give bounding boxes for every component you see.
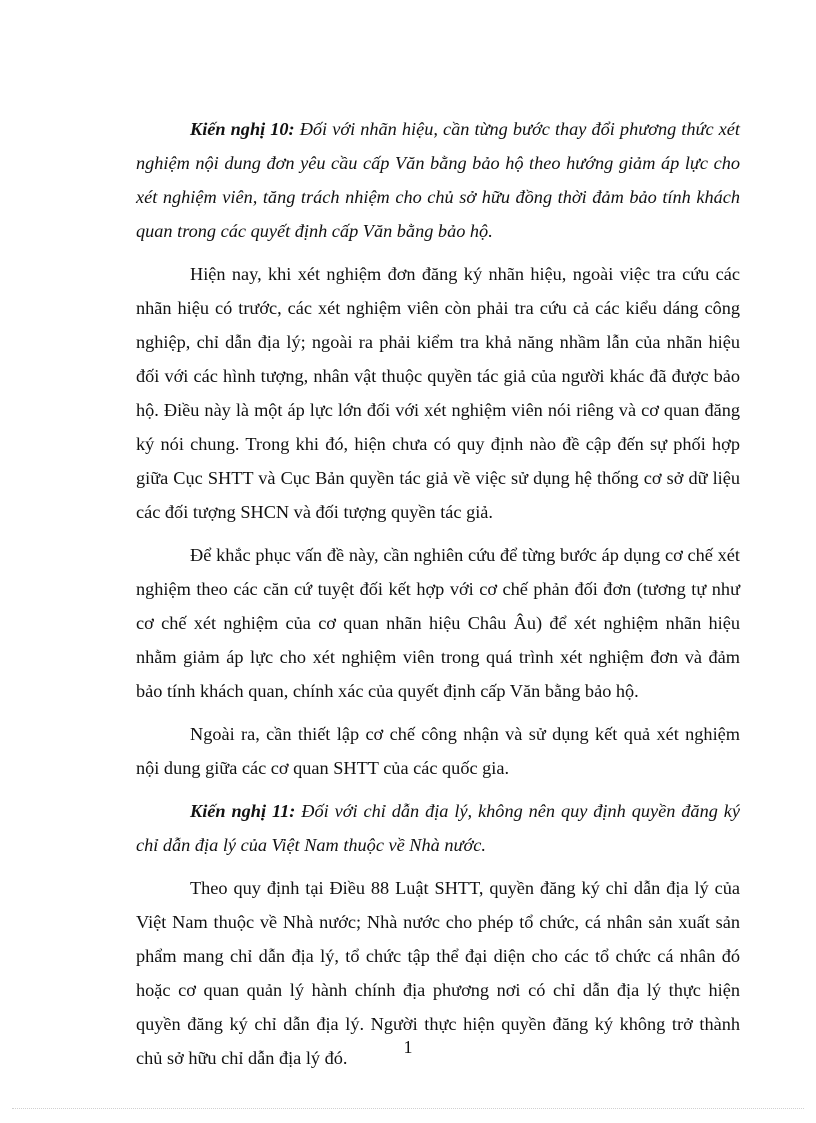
page-bottom-divider (12, 1108, 804, 1109)
page-number: 1 (403, 1037, 413, 1057)
recommendation-11-text: Đối với chỉ dẫn địa lý, không nên quy định quyền đăng ký chỉ dẫn địa lý của Việt Nam thuộc về Nhà nước. (136, 801, 741, 855)
body-paragraph-1: Hiện nay, khi xét nghiệm đơn đăng ký nhãn hiệu, ngoài việc tra cứu các nhãn hiệu có trước, các xét nghiệm viên còn phải tra cứu cả các kiểu dáng công nghiệp, chỉ dẫn địa lý; ngoài ra phải kiểm tra khả năng nhầm lẫn của nhãn hiệu đối với các hình tượng, nhân vật thuộc quyền tác giả của người khác đã được bảo hộ. Điều này là một áp lực lớn đối với xét nghiệm viên nói riêng và cơ quan đăng ký nói chung. Trong khi đó, hiện chưa có quy định nào đề cập đến sự phối hợp giữa Cục SHTT và Cục Bản quyền tác giả về việc sử dụng hệ thống cơ sở dữ liệu các đối tượng SHCN và đối tượng quyền tác giả. (136, 264, 740, 522)
recommendation-11-lead: Kiến nghị 11: (190, 801, 296, 821)
body-paragraph-4: Theo quy định tại Điều 88 Luật SHTT, quyền đăng ký chỉ dẫn địa lý của Việt Nam thuộc về Nhà nước; Nhà nước cho phép tổ chức, cá nhân sản xuất sản phẩm mang chỉ dẫn địa lý, tổ chức tập thể đại diện cho các tổ chức cá nhân đó hoặc cơ quan quản lý hành chính địa phương nơi có chỉ dẫn địa lý thực hiện quyền đăng ký chỉ dẫn địa lý. Người thực hiện quyền đăng ký không trở thành chủ sở hữu chỉ dẫn địa lý đó. (136, 878, 740, 1068)
body-paragraph-2: Để khắc phục vấn đề này, cần nghiên cứu để từng bước áp dụng cơ chế xét nghiệm theo các căn cứ tuyệt đối kết hợp với cơ chế phản đối đơn (tương tự như cơ chế xét nghiệm của cơ quan nhãn hiệu Châu Âu) để xét nghiệm nhãn hiệu nhằm giảm áp lực cho xét nghiệm viên trong quá trình xét nghiệm đơn và đảm bảo tính khách quan, chính xác của quyết định cấp Văn bằng bảo hộ. (136, 545, 740, 701)
body-paragraph-3: Ngoài ra, cần thiết lập cơ chế công nhận và sử dụng kết quả xét nghiệm nội dung giữa các cơ quan SHTT của các quốc gia. (136, 724, 740, 778)
recommendation-10-paragraph (136, 112, 740, 248)
recommendation-10-lead: Kiến nghị 10: (190, 119, 295, 139)
document-page (136, 112, 740, 1084)
recommendation-10-text: Đối với nhãn hiệu, cần từng bước thay đổi phương thức xét nghiệm nội dung đơn yêu cầu cấp Văn bằng bảo hộ theo hướng giảm áp lực cho xét nghiệm viên, tăng trách nhiệm cho chủ sở hữu đồng thời đảm bảo tính khách quan trong các quyết định cấp Văn bằng bảo hộ. (136, 119, 740, 241)
recommendation-11-paragraph (136, 794, 740, 862)
